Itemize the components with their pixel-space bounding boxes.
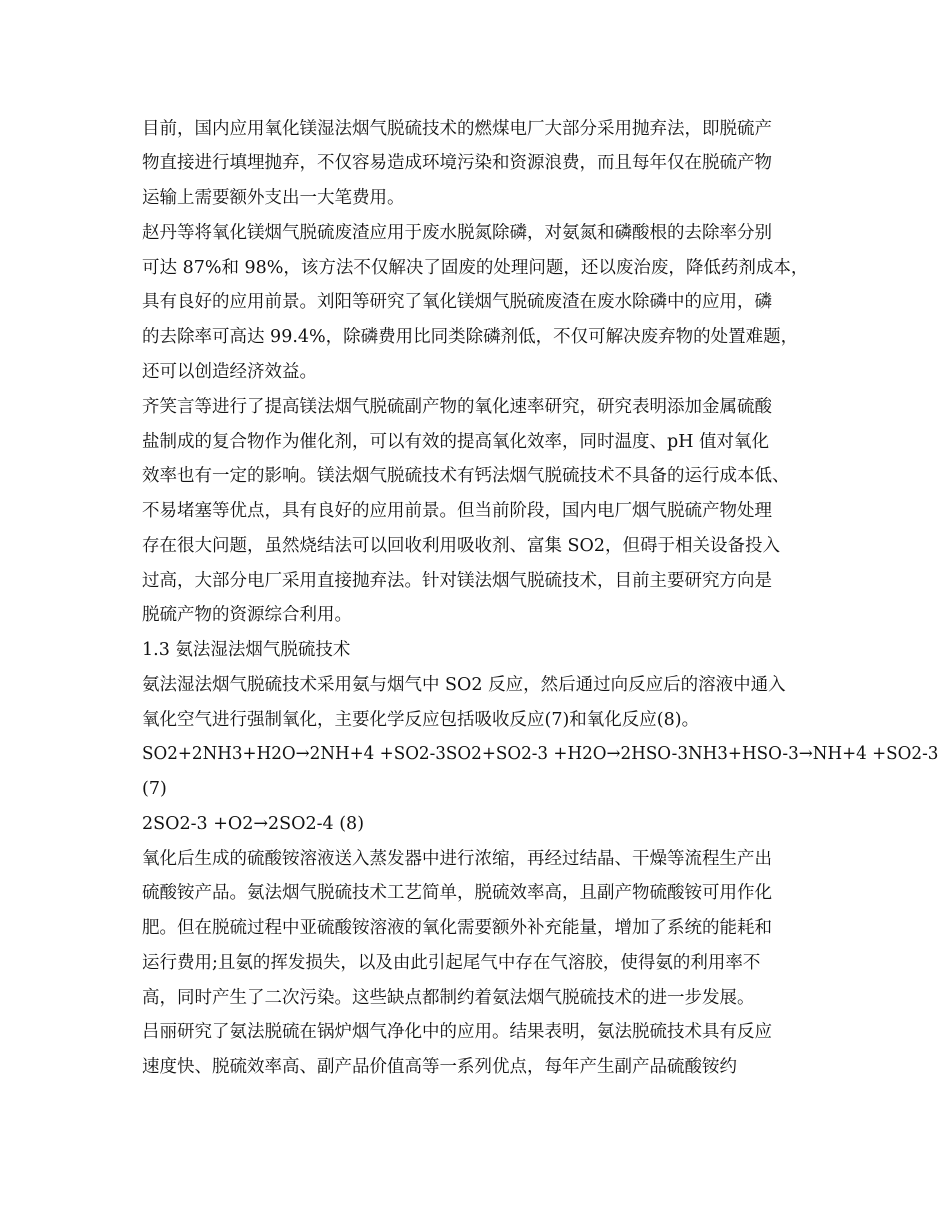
text-line: 运行费用;且氨的挥发损失，以及由此引起尾气中存在气溶胶，使得氨的利用率不 [142, 953, 761, 973]
text-line: 高，同时产生了二次污染。这些缺点都制约着氨法烟气脱硫技术的进一步发展。 [142, 988, 755, 1008]
text-line: 硫酸铵产品。氨法烟气脱硫技术工艺简单，脱硫效率高，且副产物硫酸铵可用作化 [142, 883, 772, 903]
text-line: 齐笑言等进行了提高镁法烟气脱硫副产物的氧化速率研究，研究表明添加金属硫酸 [142, 397, 772, 417]
section-heading: 1.3 氨法湿法烟气脱硫技术 [142, 640, 351, 660]
text-line: 可达 87%和 98%，该方法不仅解决了固废的处理问题，还以废治废，降低药剂成本， [142, 258, 809, 278]
equation-number: (7) [142, 779, 167, 799]
text-line: 过高，大部分电厂采用直接抛弃法。针对镁法烟气脱硫技术，目前主要研究方向是 [142, 571, 772, 591]
text-line: 效率也有一定的影响。镁法烟气脱硫技术有钙法烟气脱硫技术不具备的运行成本低、 [142, 466, 790, 486]
text-line: 存在很大问题，虽然烧结法可以回收利用吸收剂、富集 SO2，但碍于相关设备投入 [142, 536, 781, 556]
text-line: 不易堵塞等优点，具有良好的应用前景。但当前阶段，国内电厂烟气脱硫产物处理 [142, 501, 772, 521]
text-line: 氨法湿法烟气脱硫技术采用氨与烟气中 SO2 反应，然后通过向反应后的溶液中通入 [142, 675, 786, 695]
equation-line: 2SO2-3 +O2→2SO2-4 (8) [142, 814, 365, 834]
text-line: 肥。但在脱硫过程中亚硫酸铵溶液的氧化需要额外补充能量，增加了系统的能耗和 [142, 918, 772, 938]
equation-line: SO2+2NH3+H2O→2NH+4 +SO2-3SO2+SO2-3 +H2O→2HSO-3NH3+HSO-3→NH+4 +SO2-3 [142, 744, 939, 764]
text-line: 速度快、脱硫效率高、副产品价值高等一系列优点，每年产生副产品硫酸铵约 [142, 1057, 737, 1077]
text-line: 物直接进行填埋抛弃，不仅容易造成环境污染和资源浪费，而且每年仅在脱硫产物 [142, 153, 772, 173]
text-line: 的去除率可高达 99.4%，除磷费用比同类除磷剂低，不仅可解决废弃物的处置难题， [142, 327, 799, 347]
text-line: 氧化空气进行强制氧化，主要化学反应包括吸收反应(7)和氧化反应(8)。 [142, 710, 700, 730]
text-line: 目前，国内应用氧化镁湿法烟气脱硫技术的燃煤电厂大部分采用抛弃法，即脱硫产 [142, 119, 772, 139]
text-line: 脱硫产物的资源综合利用。 [142, 605, 352, 625]
text-line: 吕丽研究了氨法脱硫在锅炉烟气净化中的应用。结果表明，氨法脱硫技术具有反应 [142, 1022, 772, 1042]
text-line: 还可以创造经济效益。 [142, 362, 317, 382]
text-line: 氧化后生成的硫酸铵溶液送入蒸发器中进行浓缩，再经过结晶、干燥等流程生产出 [142, 849, 772, 869]
text-line: 运输上需要额外支出一大笔费用。 [142, 188, 405, 208]
text-line: 赵丹等将氧化镁烟气脱硫废渣应用于废水脱氮除磷，对氨氮和磷酸根的去除率分别 [142, 223, 772, 243]
text-line: 盐制成的复合物作为催化剂，可以有效的提高氧化效率，同时温度、pH 值对氧化 [142, 432, 770, 452]
text-line: 具有良好的应用前景。刘阳等研究了氧化镁烟气脱硫废渣在废水除磷中的应用，磷 [142, 292, 772, 312]
